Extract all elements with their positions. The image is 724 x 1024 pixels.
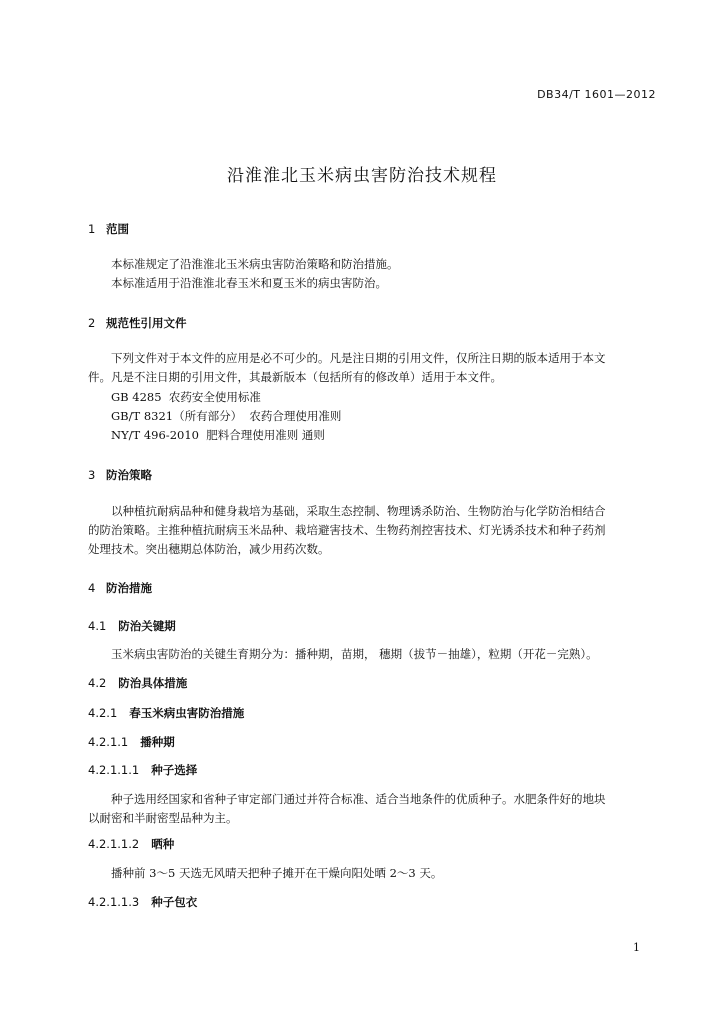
heading-number: 3	[88, 468, 96, 482]
heading-3	[88, 467, 152, 483]
heading-text: 晒种	[151, 837, 175, 851]
paragraph-line: 以种植抗耐病品种和健身栽培为基础，采取生态控制、物理诱杀防治、生物防治与化学防治相结合	[111, 504, 606, 518]
heading-4-2-1	[88, 705, 244, 721]
reference-item: GB 4285 农药安全使用标准	[111, 390, 261, 404]
paragraph-line: 件。凡是不注日期的引用文件，其最新版本（包括所有的修改单）适用于本文件。	[88, 370, 502, 384]
standard-code: DB34/T 1601—2012	[537, 88, 656, 101]
heading-number: 4.2.1.1	[88, 735, 129, 749]
paragraph: 播种前 3～5 天选无风晴天把种子摊开在干燥向阳处晒 2～3 天。	[111, 866, 443, 880]
document-title: 沿淮淮北玉米病虫害防治技术规程	[227, 166, 497, 186]
heading-text: 范围	[106, 222, 129, 236]
reference-item: NY/T 496-2010 肥料合理使用准则 通则	[111, 428, 325, 442]
reference-item: GB/T 8321（所有部分） 农药合理使用准则	[111, 409, 342, 423]
heading-1	[88, 221, 129, 237]
heading-number: 4.2.1.1.3	[88, 895, 140, 909]
heading-4-2-1-1	[88, 734, 175, 750]
paragraph: 本标准适用于沿淮淮北春玉米和夏玉米的病虫害防治。	[111, 276, 387, 290]
heading-number: 4.2	[88, 676, 107, 690]
heading-number: 4.2.1.1.2	[88, 837, 140, 851]
heading-4-1	[88, 618, 176, 634]
heading-text: 种子选择	[151, 763, 198, 777]
heading-4-2-1-1-3	[88, 894, 197, 910]
paragraph-line: 的防治策略。主推种植抗耐病玉米品种、栽培避害技术、生物药剂控害技术、灯光诱杀技术和种子药剂	[88, 523, 606, 537]
paragraph-line: 以耐密和半耐密型品种为主。	[88, 811, 238, 825]
heading-number: 4	[88, 581, 96, 595]
heading-text: 防治措施	[106, 581, 152, 595]
paragraph: 本标准规定了沿淮淮北玉米病虫害防治策略和防治措施。	[111, 257, 399, 271]
heading-text: 播种期	[140, 735, 175, 749]
heading-number: 4.2.1.1.1	[88, 763, 140, 777]
paragraph-line: 处理技术。突出穗期总体防治，减少用药次数。	[88, 542, 330, 556]
paragraph: 玉米病虫害防治的关键生育期分为：播种期，苗期， 穗期（拔节－抽雄），粒期（开花－完熟）。	[111, 647, 598, 661]
paragraph-line: 种子选用经国家和省种子审定部门通过并符合标准、适合当地条件的优质种子。水肥条件好的地块	[111, 792, 606, 806]
heading-number: 4.1	[88, 619, 107, 633]
heading-text: 防治具体措施	[118, 676, 188, 690]
heading-4-2-1-1-2	[88, 836, 174, 852]
heading-number: 4.2.1	[88, 706, 118, 720]
heading-text: 种子包衣	[151, 895, 198, 909]
heading-4-2-1-1-1	[88, 762, 197, 778]
page-number: 1	[633, 941, 640, 954]
paragraph-line: 下列文件对于本文件的应用是必不可少的。凡是注日期的引用文件，仅所注日期的版本适用于本文	[111, 351, 606, 365]
heading-4-2	[88, 675, 187, 691]
heading-2	[88, 315, 187, 331]
heading-4	[88, 580, 152, 596]
heading-text: 防治策略	[106, 468, 152, 482]
heading-text: 规范性引用文件	[106, 316, 187, 330]
heading-text: 防治关键期	[118, 619, 176, 633]
heading-number: 2	[88, 316, 96, 330]
heading-number: 1	[88, 222, 96, 236]
heading-text: 春玉米病虫害防治措施	[129, 706, 245, 720]
